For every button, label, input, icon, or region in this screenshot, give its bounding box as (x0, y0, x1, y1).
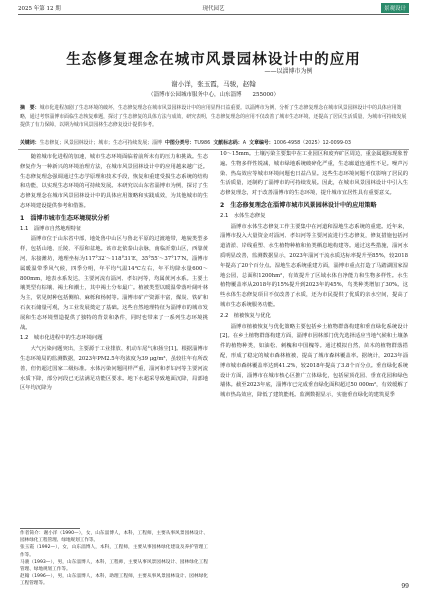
clc-value: TU986 (194, 140, 211, 146)
issue-label: 2025 年第 12 期 (18, 6, 61, 12)
subsection-heading: 1.2 城市化进程中的生态环境问题 (20, 335, 103, 342)
page-number: 99 (401, 583, 409, 590)
affiliation: （淄博市公园城市服务中心，山东淄博 255000） (148, 92, 279, 98)
journal-name: 现代园艺 (202, 6, 225, 12)
article-no-label: 文章编号： (249, 140, 274, 146)
subsection-heading: 2.1 水体生态修复 (220, 212, 266, 219)
paragraph: 10～15mm。土壤污染主要集中在工业园区和废弃矿区周边，重金属超标现象普遍。生物多样性锐减，城市绿地系统破碎化严重，生态廊道连通性不足。噪声污染、热岛效应等城市环境问题也日益凸显。这些生态环境问题不仅影响了居民的生活质量，还制约了淄博市的可持续发展。因此，在城市风景园林设计中引入生态修复理念，对于改善淄博市的生态环境，提升城市宜居性具有重要意义。 (220, 151, 408, 197)
abstract-label: 摘 要： (20, 105, 40, 111)
clc-label: 中图分类号： (164, 140, 195, 146)
abstract (20, 104, 407, 130)
doc-code-value: A (242, 140, 247, 146)
footnote-entry: 张玉霞（1992—），女，山东淄博人，本科，工程师，主要从事园林绿化建设及养护管理工作等。 (20, 545, 208, 558)
section-heading: 1 淄博市城市生态环境现状分析 (20, 214, 110, 222)
footnote-entry: 马骏（1993—），男，山东淄博人，本科，工程师，主要从事风景园林设计、园林绿化工程管理、绿地规划工作等。 (20, 559, 208, 573)
left-column (20, 153, 208, 394)
header-bar (18, 4, 409, 13)
article-no-value: 1006-4958（2025）12-0099-03 (273, 140, 351, 146)
section-badge: 景观设计 (381, 3, 409, 13)
footnote (20, 530, 208, 588)
paragraph: 淄博市水体生态修复工作主要集中在河道和湿地生态系统的重建。近年来，淄博市投入大量资金对淄河、孝妇河等主要河流进行生态修复，修复措施包括河道清淤、岸线重塑、水生植物种植和鱼类栖息地构建等。通过这些措施，淄河水质明显改善，监测数据显示，2023年淄河干流水质达标率提升至85%，较2018年提高了20个百分点。湿地生态系统重建方面，淄博市重点打造了马踏湖国家湿地公园，总面积1200hm²，有效提升了区域水体自净能力和生物多样性。水生植物覆盖率从2018年的15%提升到2023年的45%，鸟类种类增加了30%。这些水体生态修复项目不仅改善了水质，还为市民提供了优质的亲水空间，提高了城市生态系统服务功能。 (220, 223, 408, 308)
subsection-heading: 1.1 淄博市自然地理特征 (20, 225, 82, 232)
keywords-label: 关键词： (20, 140, 40, 146)
keywords-line (20, 139, 407, 147)
subsection-heading: 2.2 植被恢复与优化 (220, 312, 271, 319)
doc-code-label: 文献标志码： (213, 140, 243, 146)
article-subtitle: ——以淄博市为例 (264, 68, 313, 75)
paragraph: 随着城市化进程的加速，城市生态环境面临着前所未有的压力和挑战。生态修复作为一种新兴的环境治理方法，在城市风景园林设计中的应用越来越广泛。生态修复理念强调通过生态学原理和技术手段，恢复和重建受损生态系统的结构和功能，以实现生态环境的可持续发展。本研究以山东省淄博市为例，探讨了生态修复理念在城市风景园林设计中的具体应用策略和实践成效，为其他城市的生态环境建设提供参考和借鉴。 (20, 154, 208, 209)
paragraph: 大气污染问题突出，主要源于工业排放、机动车尾气和扬尘[1]。根据淄博市生态环境局的监测数据，2023年PM2.5年均浓度为39 μg/m³，虽较往年有所改善，但仍超过国家二级标准。水体污染问题同样严重，淄河和孝妇河等主要河流水质下降，部分河段已无法满足功能区要求。地下水超采导致地面沉降，局部地区年均沉降为 (20, 346, 208, 392)
footnote-divider (20, 528, 80, 529)
paragraph: 淄博市位于山东省中部，地处鲁中山区与鲁北平原的过渡地带，地貌类型多样，包括山地、丘陵、平原和盆地。该市北依泰山余脉，南临沂蒙山区，西靠黄河，东接潍坊，地理坐标为117°32′～118°31′E，35°55′～37°17′N。淄博市属暖温带季风气候，四季分明，年平均气温14℃左右，年平均降水量600～800mm，地表水系发达，主要河流有淄河、孝妇河等，均属黄河水系。主要土壤类型有棕壤、褐土和潮土，其中褐土分布最广。植被类型以暖温带落叶阔叶林为主，常见树种包括侧柏、麻栎和杨树等。淄博市矿产资源丰富，煤炭、铁矿和石灰石储量可观，为工业发展奠定了基础。这些自然地理特征为淄博市的城市发展和生态环境塑造提供了独特的背景和条件，同时也带来了一系列生态环境挑战。 (20, 236, 208, 331)
authors: 谢小洋，张玉霞，马骏，赵翰 (171, 80, 256, 88)
paragraph: 淄博市植被恢复与优化策略主要包括乡土植物群落构建和垂直绿化系统设计[2]。在乡土植物群落构建方面，淄博市因林部门优先选择适应当地气候和土壤条件的植物种类，如油松、刺槐和中国槐等。通过模拟自然，苗木的植物群落搭配，形成了稳定的城市森林植被，提高了城市森林覆盖率。据统计，2023年淄博市城市森林覆盖率达到41.2%，较2018年提高了3.8个百分点。垂直绿化系统设计方面，淄博市在城市核心区推广立体绿化，包括屋顶花园、垂直花园和绿色墙体。截至2023年底，淄博市已完成垂直绿化面积超过50 000m²，有效缓解了城市热岛效应，降低了建筑能耗。监测数据显示，实施垂直绿化的建筑夏季 (220, 323, 408, 399)
footnote-entry: 赵翰（1996—），男，山东淄博人，本科，助理工程师，主要从事风景园林设计、园林绿化工程管理等。 (20, 574, 208, 587)
right-column (220, 150, 408, 401)
keywords-text: 生态修复；风景园林设计；城市；生态可持续发展；淄博 (39, 140, 162, 146)
section-heading: 2 生态修复理念在淄博市城市风景园林设计中的应用策略 (220, 201, 377, 209)
footnote-entry: 作者简介：谢小洋（1990—），女，山东淄博人，本科，工程师，主要从事风景园林设计、园林绿化工程管理、绿地规划工作等。 (20, 531, 208, 544)
article-title: 生态修复理念在城市风景园林设计中的应用 (66, 52, 361, 68)
abstract-text: 城市化进程加剧了生态环境的破坏，生态修复理念在城市风景园林设计中的应用显得日益重要。以淄博市为例，分析了生态修复理念在城市风景园林设计中的具体应用策略，通过考察淄博市面临生态恢复难题，探讨了生态修复的具体方法与成效，研究表明，生态修复理念的应用不仅改善了城市生态环境，还提高了居民生活质量，为城市可持续发展提供了有力保障，以期为城市风景园林生态修复设计提供参考。 (20, 105, 407, 128)
header-divider (18, 14, 409, 15)
